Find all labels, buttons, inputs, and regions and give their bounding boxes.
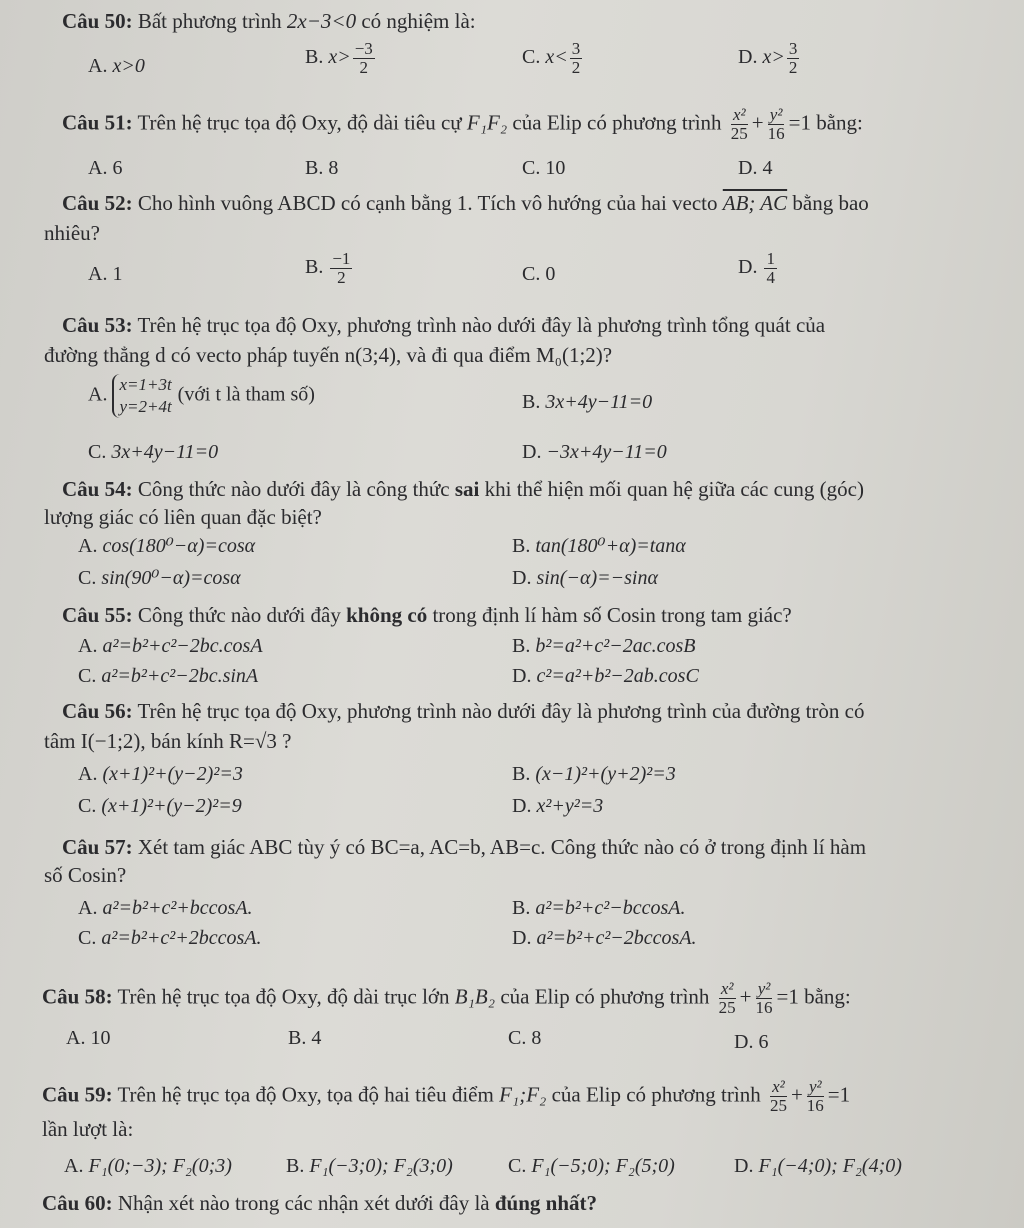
q54-option-c[interactable]: C. sin(90⁰−α)=cosα [78,567,241,589]
q52-option-a[interactable]: A. 1 [88,263,123,285]
question-50: Câu 50: Bất phương trình 2x−3<0 có nghiệm là: [62,9,476,33]
q55-option-c[interactable]: C. a²=b²+c²−2bc.sinA [78,665,259,687]
question-55: Câu 55: Công thức nào dưới đây không có trong định lí hàm số Cosin trong tam giác? [62,603,792,627]
q56-option-d[interactable]: D. x²+y²=3 [512,795,604,817]
q51-option-d[interactable]: D. 4 [738,157,773,179]
q58-option-a[interactable]: A. 10 [66,1027,111,1049]
q53-option-c[interactable]: C. 3x+4y−11=0 [88,441,219,463]
q53-option-a[interactable]: A. x=1+3t y=2+4t (với t là tham số) [88,375,315,416]
question-52-line2: nhiêu? [44,221,100,245]
question-59-line2: lần lượt là: [42,1117,134,1141]
q55-option-d[interactable]: D. c²=a²+b²−2ab.cosC [512,665,699,687]
q50-option-d[interactable]: D. x> $\frac{3}{2}$ [738,39,798,77]
q58-option-d[interactable]: D. 6 [734,1031,769,1053]
q57-option-b[interactable]: B. a²=b²+c²−bccosA. [512,897,686,919]
q50-option-a[interactable]: A. x>0 [88,55,145,77]
question-53: Câu 53: Trên hệ trục tọa độ Oxy, phương trình nào dưới đây là phương trình tổng quát của [62,313,826,337]
q56-option-a[interactable]: A. (x+1)²+(y−2)²=3 [78,763,243,785]
q59-option-a[interactable]: A. F₁(0;−3); F₂(0;3) [64,1155,232,1177]
q50-option-c[interactable]: C. x< $\frac{3}{2}$ [522,39,581,77]
q58-option-c[interactable]: C. 8 [508,1027,542,1049]
q52-option-d[interactable]: D. $\frac{1}{4}$ [738,249,775,287]
q58-option-b[interactable]: B. 4 [288,1027,322,1049]
q52-option-b[interactable]: B. $\frac{-1}{2}$ [305,249,351,287]
question-57-line2: số Cosin? [44,863,127,887]
question-54: Câu 54: Công thức nào dưới đây là công thức sai khi thể hiện mối quan hệ giữa các cung (góc) [62,477,864,501]
q56-option-c[interactable]: C. (x+1)²+(y−2)²=9 [78,795,242,817]
question-59: Câu 59: Trên hệ trục tọa độ Oxy, tọa độ hai tiêu điểm F₁;F₂ của Elip có phương trình $\frac{\text{x²}}{25}$ + $\frac{\text{y²}}{16}$ =1 [42,1077,851,1115]
q50-option-b[interactable]: B. x> $\frac{-3}{2}$ [305,39,373,77]
question-57: Câu 57: Xét tam giác ABC tùy ý có BC=a, AC=b, AB=c. Công thức nào có ở trong định lí hàm [62,835,867,859]
q59-option-b[interactable]: B. F₁(−3;0); F₂(3;0) [286,1155,453,1177]
q52-option-c[interactable]: C. 0 [522,263,556,285]
q51-option-b[interactable]: B. 8 [305,157,339,179]
q57-option-c[interactable]: C. a²=b²+c²+2bccosA. [78,927,262,949]
question-54-line2: lượng giác có liên quan đặc biệt? [44,505,322,529]
question-56: Câu 56: Trên hệ trục tọa độ Oxy, phương trình nào dưới đây là phương trình của đường tròn có [62,699,865,723]
question-56-line2: tâm I(−1;2), bán kính R=√3 ? [44,729,292,753]
q59-option-d[interactable]: D. F₁(−4;0); F₂(4;0) [734,1155,902,1177]
q55-option-a[interactable]: A. a²=b²+c²−2bc.cosA [78,635,263,657]
q54-option-a[interactable]: A. cos(180⁰−α)=cosα [78,535,256,557]
q59-option-c[interactable]: C. F₁(−5;0); F₂(5;0) [508,1155,675,1177]
q53-option-b[interactable]: B. 3x+4y−11=0 [522,391,653,413]
q54-option-b[interactable]: B. tan(180⁰+α)=tanα [512,535,686,557]
q54-option-d[interactable]: D. sin(−α)=−sinα [512,567,658,589]
q57-option-d[interactable]: D. a²=b²+c²−2bccosA. [512,927,697,949]
question-51: Câu 51: Trên hệ trục tọa độ Oxy, độ dài tiêu cự F₁F₂ của Elip có phương trình $\frac{\text{x²}}{25}$ + $\frac{\text{y²}}{16}$ =1 bằng: [62,105,863,143]
q57-option-a[interactable]: A. a²=b²+c²+bccosA. [78,897,253,919]
q53-option-d[interactable]: D. −3x+4y−11=0 [522,441,667,463]
question-52: Câu 52: Cho hình vuông ABCD có cạnh bằng 1. Tích vô hướng của hai vecto AB; AC bằng bao [62,191,869,215]
q51-option-c[interactable]: C. 10 [522,157,566,179]
q51-option-a[interactable]: A. 6 [88,157,123,179]
question-53-line2: đường thẳng d có vecto pháp tuyến n(3;4), và đi qua điểm M₀(1;2)? [44,343,613,367]
q56-option-b[interactable]: B. (x−1)²+(y+2)²=3 [512,763,676,785]
q55-option-b[interactable]: B. b²=a²+c²−2ac.cosB [512,635,696,657]
question-60: Câu 60: Nhận xét nào trong các nhận xét dưới đây là đúng nhất? [42,1191,598,1215]
question-58: Câu 58: Trên hệ trục tọa độ Oxy, độ dài trục lớn B₁B₂ của Elip có phương trình $\frac{\text{x²}}{25}$ + $\frac{\text{y²}}{16}$ =1 bằng: [42,979,851,1017]
